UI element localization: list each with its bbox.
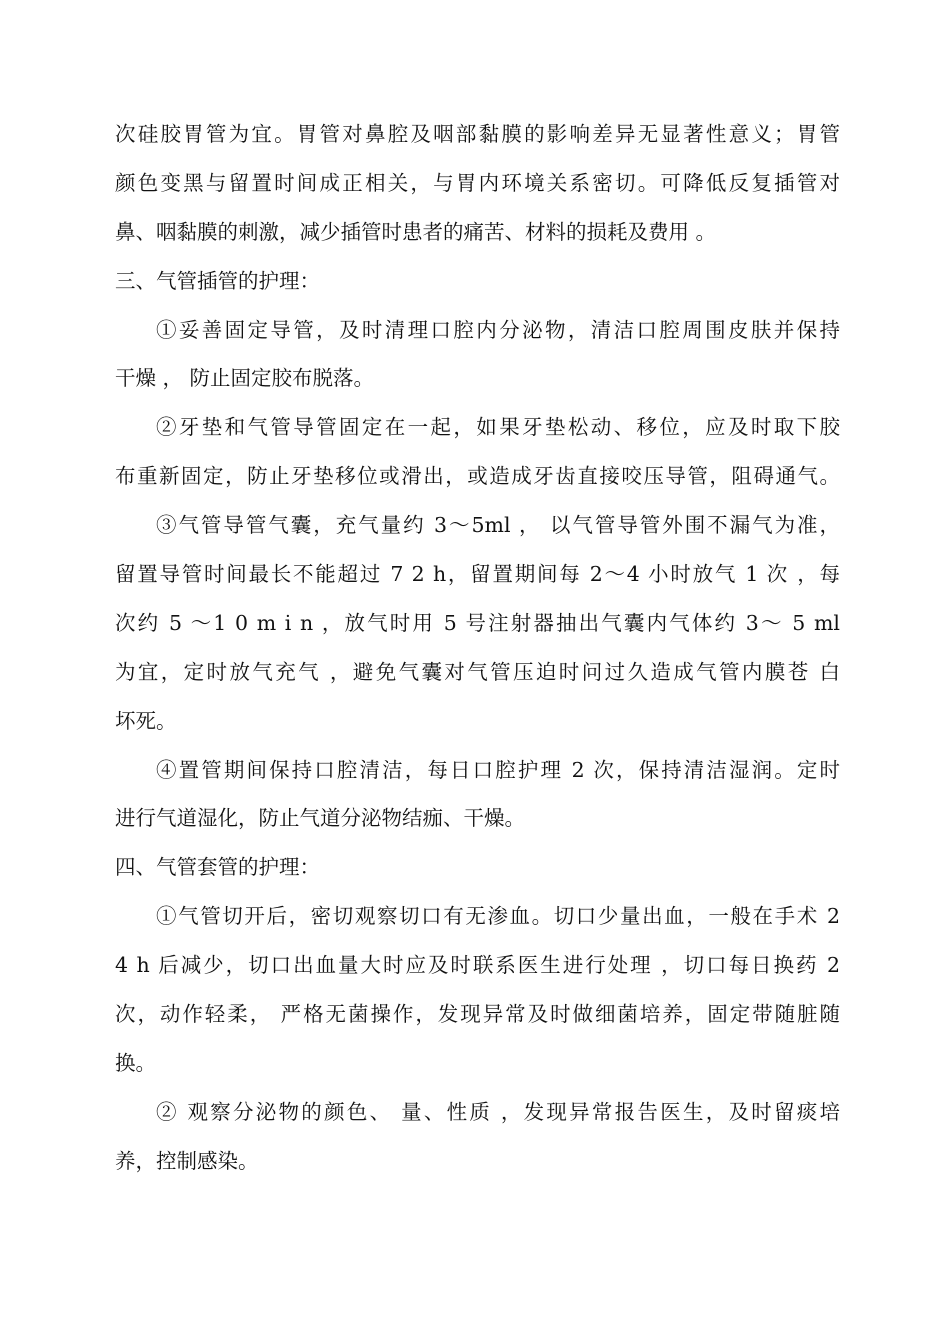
list-item-line: 换。 — [115, 1050, 156, 1075]
section-heading: 三、气管插管的护理： — [115, 268, 320, 293]
section-heading: 四、气管套管的护理： — [115, 855, 320, 880]
paragraph-line: 鼻、咽黏膜的刺激，减少插管时患者的痛苦、材料的损耗及费用 。 — [115, 219, 717, 244]
list-item-line: 布重新固定，防止牙垫移位或滑出，或造成牙齿直接咬压导管，阻碍通气。 — [115, 464, 840, 489]
list-item-line: 坏死。 — [115, 708, 177, 733]
list-item-line: 留置导管时间最长不能超过 7 2 h，留置期间每 2～4 小时放气 1 次 ，每 — [115, 562, 840, 587]
list-item-line: ④置管期间保持口腔清洁，每日口腔护理 2 次，保持清洁湿润。定时 — [156, 757, 840, 782]
paragraph-line: 次硅胶胃管为宜。胃管对鼻腔及咽部黏膜的影响差异无显著性意义；胃管 — [115, 122, 840, 146]
list-item-line: 为宜，定时放气充气 ，避免气囊对气管压迫时问过久造成气管内膜苍 白 — [115, 659, 840, 684]
list-item-line: 次，动作轻柔， 严格无菌操作，发现异常及时做细菌培养，固定带随脏随 — [115, 1002, 840, 1027]
list-item-line: ② 观察分泌物的颜色、 量、性质 ，发现异常报告医生，及时留痰培 — [156, 1099, 840, 1124]
list-item-line: 4 h 后减少，切口出血量大时应及时联系医生进行处理 ，切口每日换药 2 — [115, 953, 840, 978]
list-item-line: 次约 5 ～1 0 m i n ，放气时用 5 号注射器抽出气囊内气体约 3～ 5 ml — [115, 610, 840, 635]
list-item-line: ③气管导管气囊，充气量约 3～5ml ， 以气管导管外围不漏气为准， — [156, 513, 840, 538]
list-item-line: 养，控制感染。 — [115, 1148, 259, 1173]
list-item-line: 进行气道湿化，防止气道分泌物结痂、干燥。 — [115, 806, 525, 831]
list-item-line: ①气管切开后，密切观察切口有无渗血。切口少量出血，一般在手术 2 — [156, 904, 840, 929]
list-item-line: 干燥 ， 防止固定胶布脱落。 — [115, 366, 375, 391]
list-item-line: ②牙垫和气管导管固定在一起，如果牙垫松动、移位，应及时取下胶 — [156, 415, 840, 440]
list-item-line: ①妥善固定导管，及时清理口腔内分泌物，清洁口腔周围皮肤并保持 — [156, 317, 840, 342]
document-body — [115, 110, 840, 1186]
paragraph-line: 颜色变黑与留置时间成正相关，与胃内环境关系密切。可降低反复插管对 — [115, 170, 840, 195]
